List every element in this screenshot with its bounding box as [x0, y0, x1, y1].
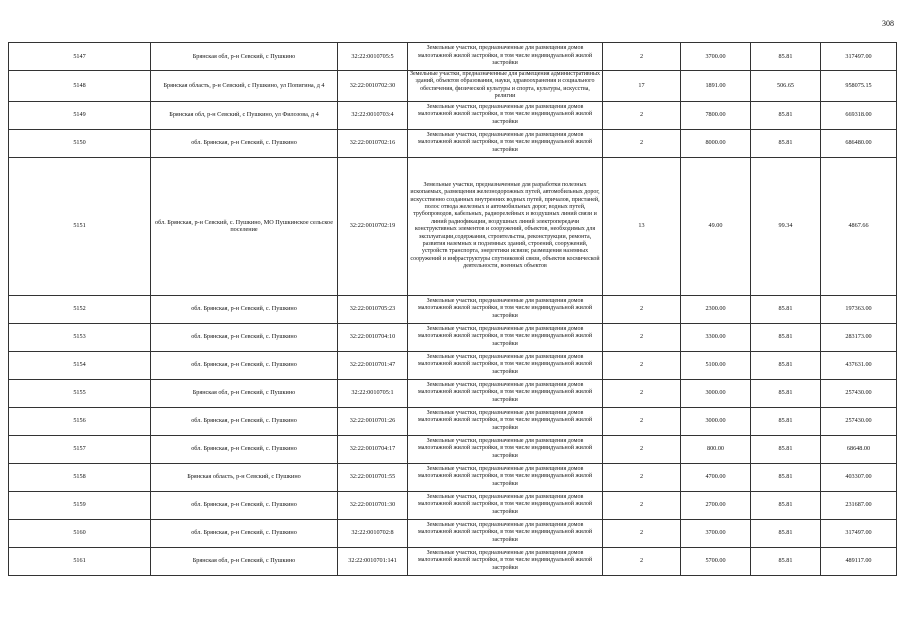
- cadastral-number-cell: 32:22:0010704:17: [338, 435, 408, 463]
- table-row: [9, 157, 897, 295]
- cadastral-number-cell: 32:22:0010702:19: [338, 157, 408, 295]
- cadastral-value-cell: 403307.00: [821, 463, 897, 491]
- area-cell: 7800.00: [681, 101, 751, 129]
- area-cell: 3700.00: [681, 519, 751, 547]
- page-number: 308: [882, 19, 894, 28]
- group-cell: 2: [603, 43, 681, 71]
- table-row: [9, 463, 897, 491]
- area-cell: 1891.00: [681, 71, 751, 102]
- group-cell: 2: [603, 323, 681, 351]
- cadastral-number-cell: 32:22:0010702:30: [338, 71, 408, 102]
- address-cell: Брянская обл, р-н Севский, с Пушкино: [151, 547, 338, 575]
- row-number-cell: 5158: [9, 463, 151, 491]
- group-cell: 17: [603, 71, 681, 102]
- cadastral-number-cell: 32:22:0010702:8: [338, 519, 408, 547]
- land-use-cell: Земельные участки, предназначенные для размещения домов малоэтажной жилой застройки, в том числе индивидуальной жилой застройки: [408, 351, 603, 379]
- cadastral-value-cell: 669318.00: [821, 101, 897, 129]
- specific-value-cell: 506.65: [751, 71, 821, 102]
- registry-table: [8, 42, 897, 576]
- land-use-cell: Земельные участки, предназначенные для размещения домов малоэтажной жилой застройки, в том числе индивидуальной жилой застройки: [408, 295, 603, 323]
- cadastral-number-cell: 32:22:0010701:55: [338, 463, 408, 491]
- cadastral-number-cell: 32:22:0010701:141: [338, 547, 408, 575]
- cadastral-value-cell: 197363.00: [821, 295, 897, 323]
- address-cell: Брянская обл, р-н Севский, с Пушкино: [151, 43, 338, 71]
- area-cell: 3300.00: [681, 323, 751, 351]
- cadastral-value-cell: 231687.00: [821, 491, 897, 519]
- row-number-cell: 5161: [9, 547, 151, 575]
- specific-value-cell: 85.81: [751, 547, 821, 575]
- table-row: [9, 295, 897, 323]
- cadastral-value-cell: 958075.15: [821, 71, 897, 102]
- land-use-cell: Земельные участки, предназначенные для размещения домов малоэтажной жилой застройки, в том числе индивидуальной жилой застройки: [408, 435, 603, 463]
- address-cell: обл. Брянская, р-н Севский, с. Пушкино: [151, 323, 338, 351]
- address-cell: обл. Брянская, р-н Севский, с. Пушкино: [151, 295, 338, 323]
- specific-value-cell: 85.81: [751, 435, 821, 463]
- group-cell: 2: [603, 407, 681, 435]
- cadastral-number-cell: 32:22:0010701:26: [338, 407, 408, 435]
- land-use-cell: Земельные участки, предназначенные для размещения домов малоэтажной жилой застройки, в том числе индивидуальной жилой застройки: [408, 379, 603, 407]
- specific-value-cell: 85.81: [751, 43, 821, 71]
- group-cell: 2: [603, 463, 681, 491]
- group-cell: 2: [603, 295, 681, 323]
- registry-body: [9, 43, 897, 576]
- area-cell: 2700.00: [681, 491, 751, 519]
- area-cell: 8000.00: [681, 129, 751, 157]
- area-cell: 3700.00: [681, 43, 751, 71]
- group-cell: 2: [603, 101, 681, 129]
- cadastral-value-cell: 317497.00: [821, 43, 897, 71]
- address-cell: обл. Брянская, р-н Севский, с. Пушкино: [151, 519, 338, 547]
- row-number-cell: 5154: [9, 351, 151, 379]
- cadastral-value-cell: 283173.00: [821, 323, 897, 351]
- area-cell: 49.00: [681, 157, 751, 295]
- row-number-cell: 5148: [9, 71, 151, 102]
- table-row: [9, 519, 897, 547]
- specific-value-cell: 85.81: [751, 379, 821, 407]
- cadastral-number-cell: 32:22:0010705:1: [338, 379, 408, 407]
- table-row: [9, 407, 897, 435]
- row-number-cell: 5159: [9, 491, 151, 519]
- land-use-cell: Земельные участки, предназначенные для размещения административных зданий, объектов образования, науки, здравоохранения и социального обеспечения, физической культуры и спорта, культуры, искусства, религии: [408, 71, 603, 102]
- cadastral-number-cell: 32:22:0010703:4: [338, 101, 408, 129]
- area-cell: 4700.00: [681, 463, 751, 491]
- cadastral-number-cell: 32:22:0010704:10: [338, 323, 408, 351]
- address-cell: обл. Брянская, р-н Севский, с. Пушкино: [151, 129, 338, 157]
- area-cell: 5700.00: [681, 547, 751, 575]
- group-cell: 13: [603, 157, 681, 295]
- specific-value-cell: 85.81: [751, 463, 821, 491]
- address-cell: Брянская область, р-н Севский, с Пушкино: [151, 463, 338, 491]
- group-cell: 2: [603, 491, 681, 519]
- group-cell: 2: [603, 519, 681, 547]
- area-cell: 3000.00: [681, 379, 751, 407]
- cadastral-value-cell: 437631.00: [821, 351, 897, 379]
- area-cell: 800.00: [681, 435, 751, 463]
- row-number-cell: 5155: [9, 379, 151, 407]
- row-number-cell: 5153: [9, 323, 151, 351]
- land-use-cell: Земельные участки, предназначенные для размещения домов малоэтажной жилой застройки, в том числе индивидуальной жилой застройки: [408, 463, 603, 491]
- specific-value-cell: 85.81: [751, 351, 821, 379]
- cadastral-number-cell: 32:22:0010701:47: [338, 351, 408, 379]
- table-row: [9, 323, 897, 351]
- land-use-cell: Земельные участки, предназначенные для размещения домов малоэтажной жилой застройки, в том числе индивидуальной жилой застройки: [408, 547, 603, 575]
- table-row: [9, 379, 897, 407]
- table-row: [9, 43, 897, 71]
- cadastral-value-cell: 257430.00: [821, 379, 897, 407]
- row-number-cell: 5157: [9, 435, 151, 463]
- group-cell: 2: [603, 547, 681, 575]
- cadastral-value-cell: 257430.00: [821, 407, 897, 435]
- cadastral-number-cell: 32:22:0010701:30: [338, 491, 408, 519]
- group-cell: 2: [603, 351, 681, 379]
- land-use-cell: Земельные участки, предназначенные для размещения домов малоэтажной жилой застройки, в том числе индивидуальной жилой застройки: [408, 129, 603, 157]
- table-row: [9, 435, 897, 463]
- address-cell: обл. Брянская, р-н Севский, с. Пушкино: [151, 351, 338, 379]
- address-cell: обл. Брянская, р-н Севский, с. Пушкино: [151, 491, 338, 519]
- specific-value-cell: 85.81: [751, 101, 821, 129]
- area-cell: 2300.00: [681, 295, 751, 323]
- specific-value-cell: 85.81: [751, 295, 821, 323]
- specific-value-cell: 85.81: [751, 323, 821, 351]
- cadastral-value-cell: 489117.00: [821, 547, 897, 575]
- address-cell: Брянская обл, р-н Севский, с Пушкино: [151, 379, 338, 407]
- cadastral-value-cell: 68648.00: [821, 435, 897, 463]
- cadastral-value-cell: 4867.66: [821, 157, 897, 295]
- row-number-cell: 5151: [9, 157, 151, 295]
- row-number-cell: 5149: [9, 101, 151, 129]
- group-cell: 2: [603, 379, 681, 407]
- table-row: [9, 71, 897, 102]
- row-number-cell: 5156: [9, 407, 151, 435]
- specific-value-cell: 99.34: [751, 157, 821, 295]
- land-use-cell: Земельные участки, предназначенные для размещения домов малоэтажной жилой застройки, в том числе индивидуальной жилой застройки: [408, 407, 603, 435]
- cadastral-value-cell: 317497.00: [821, 519, 897, 547]
- land-use-cell: Земельные участки, предназначенные для размещения домов малоэтажной жилой застройки, в том числе индивидуальной жилой застройки: [408, 519, 603, 547]
- cadastral-number-cell: 32:22:0010705:23: [338, 295, 408, 323]
- table-row: [9, 351, 897, 379]
- cadastral-number-cell: 32:22:0010702:16: [338, 129, 408, 157]
- row-number-cell: 5160: [9, 519, 151, 547]
- land-use-cell: Земельные участки, предназначенные для разработки полезных ископаемых, размещения железнодорожных путей, автомобильных дорог, искусственно созданных внутренних водных путей, причалов, пристаней, полос отвода железных и автомобильных дорог, водных путей, трубопроводов, кабельных, радиорелейных и воздушных линий связи и линий радиофикации, воздушных линий электропередачи конструктивных элементов и сооружений, объектов, необходимых для эксплуатации,содержания, строительства, реконструкции, ремонта, развития наземных и подземных зданий, строений, сооружений, устройств транспорта, энергетики исвязи; размещения наземных сооружений и инфраструктуры спутниковой связи, объектов космической деятельности, военных объектов: [408, 157, 603, 295]
- cadastral-number-cell: 32:22:0010705:5: [338, 43, 408, 71]
- address-cell: обл. Брянская, р-н Севский, с. Пушкино, МО Пушкинское сельское поселение: [151, 157, 338, 295]
- row-number-cell: 5152: [9, 295, 151, 323]
- table-row: [9, 491, 897, 519]
- specific-value-cell: 85.81: [751, 129, 821, 157]
- table-row: [9, 101, 897, 129]
- address-cell: Брянская обл, р-н Севский, с Пушкино, ул Филозова, д 4: [151, 101, 338, 129]
- group-cell: 2: [603, 129, 681, 157]
- address-cell: Брянская область, р-н Севский, с Пушкино, ул Попигина, д 4: [151, 71, 338, 102]
- row-number-cell: 5150: [9, 129, 151, 157]
- specific-value-cell: 85.81: [751, 491, 821, 519]
- land-use-cell: Земельные участки, предназначенные для размещения домов малоэтажной жилой застройки, в том числе индивидуальной жилой застройки: [408, 323, 603, 351]
- row-number-cell: 5147: [9, 43, 151, 71]
- specific-value-cell: 85.81: [751, 519, 821, 547]
- specific-value-cell: 85.81: [751, 407, 821, 435]
- area-cell: 3000.00: [681, 407, 751, 435]
- table-row: [9, 129, 897, 157]
- table-row: [9, 547, 897, 575]
- land-use-cell: Земельные участки, предназначенные для размещения домов малоэтажной жилой застройки, в том числе индивидуальной жилой застройки: [408, 101, 603, 129]
- land-use-cell: Земельные участки, предназначенные для размещения домов малоэтажной жилой застройки, в том числе индивидуальной жилой застройки: [408, 491, 603, 519]
- land-use-cell: Земельные участки, предназначенные для размещения домов малоэтажной жилой застройки, в том числе индивидуальной жилой застройки: [408, 43, 603, 71]
- address-cell: обл. Брянская, р-н Севский, с. Пушкино: [151, 407, 338, 435]
- area-cell: 5100.00: [681, 351, 751, 379]
- group-cell: 2: [603, 435, 681, 463]
- cadastral-value-cell: 686480.00: [821, 129, 897, 157]
- address-cell: обл. Брянская, р-н Севский, с. Пушкино: [151, 435, 338, 463]
